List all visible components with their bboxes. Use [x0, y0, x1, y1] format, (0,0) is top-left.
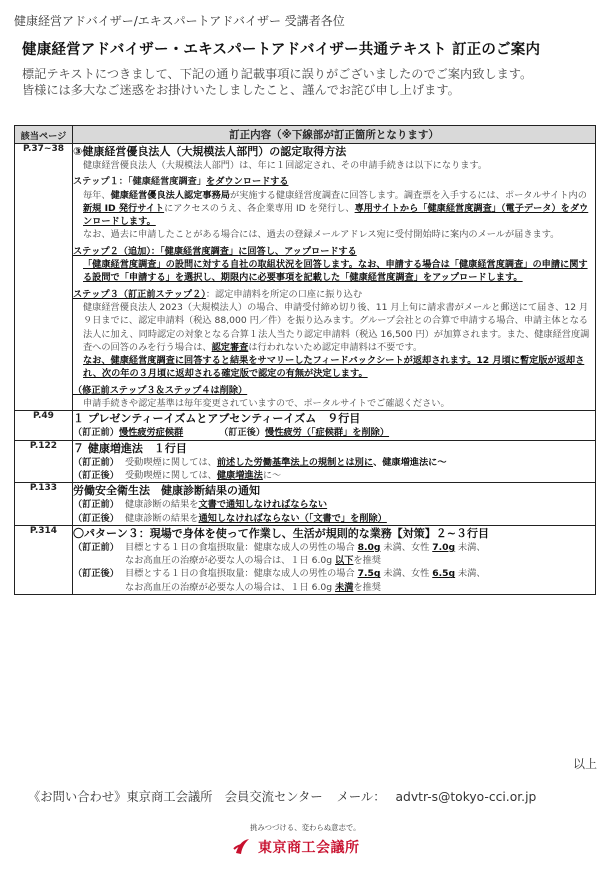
page-ref: P.314	[15, 525, 73, 594]
after-row	[73, 469, 595, 482]
step-title	[73, 245, 595, 258]
text-span: にアクセスのうえ、各企業専用 ID を発行し、	[164, 202, 355, 214]
text-span: 健康診断の結果を	[125, 512, 199, 524]
correction-content	[73, 144, 596, 411]
page-ref: P.37~38	[15, 144, 73, 411]
errata-table	[14, 125, 596, 595]
page-title: 健康経営アドバイザー・エキスパートアドバイザー共通テキスト 訂正のご案内	[22, 42, 541, 58]
text-corrected: 新規 ID 発行サイト	[83, 202, 165, 214]
mail-label: メール：	[336, 790, 386, 804]
text-span: 未満、女性	[380, 541, 433, 553]
step-title-added: に回答し、アップロードする	[238, 245, 357, 257]
after-text	[125, 512, 595, 525]
step-title-added: ステップ２（追加）：	[73, 245, 161, 257]
before-row	[73, 456, 595, 469]
text-span: を推奨	[353, 555, 381, 567]
section-heading: 〇パターン３：現場で身体を使って作業し、生活が規則的な業務【対策】２~３行目	[73, 526, 489, 540]
step-title	[73, 175, 595, 188]
correction-content	[73, 525, 596, 594]
text-span: は行われないため認定申請料は不要です。	[248, 341, 423, 353]
page-ref: P.133	[15, 483, 73, 526]
section-heading: ③健康経営優良法人（大規模法人部門）の認定取得方法	[73, 145, 347, 158]
table-row	[15, 440, 596, 483]
contact-label: 《お問い合わせ》東京商工会議所 会員交流センター	[28, 790, 323, 804]
logo-tagline: 挑みつづける、変わらぬ意志で。	[250, 823, 361, 832]
after-text: 慢性疲労	[265, 427, 302, 439]
paragraph: 健康経営優良法人（大規模法人部門）は、年に１回認定され、その申請手続きは以下になります。	[83, 160, 488, 171]
contact-info	[28, 787, 546, 805]
intro-line-1: 標記テキストにつきまして、下記の通り記載事項に誤りがございましたのでご案内致します。	[22, 67, 533, 81]
table-row	[15, 144, 596, 411]
after-row	[73, 512, 595, 525]
before-text	[125, 456, 595, 469]
text-span: 目標とする１日の食塩摂取量：健康な成人の男性の場合	[125, 541, 358, 553]
after-note: （「文書で」を削除）	[299, 512, 387, 524]
step-title-corrected: をダウンロードする	[206, 176, 289, 188]
text-bold: 健康経営優良法人認定事務局	[110, 189, 230, 201]
text-span: 受動喫煙に関しては、	[125, 469, 217, 481]
text-corrected: 前述した労働基準法上の規制とは別に	[216, 456, 374, 468]
table-header-row	[15, 126, 596, 144]
text-corrected: 7.5g	[357, 568, 381, 580]
after-label: （訂正後）	[219, 427, 266, 439]
text-span: 未満、	[455, 568, 486, 580]
after-label: （訂正後）	[73, 512, 119, 524]
deletion-note: （修正前ステップ３＆ステップ４は削除）	[73, 384, 248, 396]
step-body	[73, 301, 595, 354]
logo-mark-icon	[232, 837, 252, 857]
text-corrected: 7.0g	[432, 541, 456, 553]
after-text	[125, 469, 595, 482]
text-span: を推奨	[353, 581, 381, 593]
after-label: （訂正後）	[73, 568, 119, 580]
table-row	[15, 525, 596, 594]
text-span: なお高血圧の治療が必要な人の場合は、１日 6.0g	[125, 555, 336, 567]
table-row	[15, 411, 596, 440]
text-corrected: 未満	[335, 581, 354, 593]
text-corrected: 8.0g	[357, 541, 381, 553]
step-title-added: 「健康経営度調査」	[160, 245, 239, 257]
step-body	[73, 189, 595, 229]
logo-name: 東京商工会議所	[258, 840, 360, 856]
step-title	[73, 288, 595, 301]
text-span: 受動喫煙に関しては、	[125, 456, 217, 468]
page-ref: P.122	[15, 440, 73, 483]
text-span: 未満、女性	[380, 568, 433, 580]
step-2	[73, 245, 595, 285]
correction-content	[73, 440, 596, 483]
before-text	[125, 541, 595, 568]
before-row	[73, 498, 595, 511]
text-span: 未満、	[455, 541, 486, 553]
text-corrected: 6.5g	[432, 568, 456, 580]
text-corrected: 以下	[335, 555, 354, 567]
page-ref: P.49	[15, 411, 73, 440]
addressee: 健康経営アドバイザー/エキスパートアドバイザー 受講者各位	[14, 14, 345, 28]
text-span: が実施する健康経営度調査に回答します。調査票を入手するには、ポータルサイト内の	[230, 189, 587, 201]
text-corrected: 認定審査	[211, 341, 249, 353]
step-note: なお、過去に申請したことがある場合には、過去の登録メールアドレス宛に受付開始時に案内のメールが届きます。	[83, 229, 560, 241]
before-label: （訂正前）	[73, 499, 119, 511]
text-bold: 、健康増進法に～	[373, 456, 447, 468]
before-label: （訂正前）	[73, 456, 119, 468]
step-body-added: 「健康経営度調査」の設問に対する自社の取組状況を回答します。なお、申請する場合は「健康経営度調査」の申請に関する設問で「申請する」を選択し、期限内に必要事項を記載した「健康経営度調査」をアップロードします。	[83, 259, 588, 284]
before-row	[73, 541, 595, 568]
correction-content	[73, 411, 596, 440]
step-body-added: なお、健康経営度調査に回答すると結果をサマリーしたフィードバックシートが返却されます。12 月頃に暫定版が返却され、次の年の３月頃に返却される確定版で認定の有無が決定します。	[83, 355, 585, 380]
text-span: なお高血圧の治療が必要な人の場合は、１日 6.0g	[125, 581, 336, 593]
tokyo-cci-logo	[230, 822, 400, 862]
after-row	[73, 567, 595, 594]
closing-mark: 以上	[572, 757, 597, 771]
table-row	[15, 483, 596, 526]
email-address[interactable]: advtr-s@tokyo-cci.or.jp	[395, 790, 537, 804]
text-corrected: 通知しなければならない	[198, 512, 300, 524]
before-text: 慢性疲労症候群	[118, 427, 184, 439]
step-title-label: ステップ１：「健康経営度調査」	[73, 176, 207, 188]
step-3	[73, 288, 595, 381]
text-corrected: 文書で通知しなければならない	[198, 499, 328, 511]
step-title-corrected: ステップ３（訂正前ステップ２）	[73, 288, 206, 300]
after-label: （訂正後）	[73, 469, 119, 481]
before-label: （訂正前）	[73, 541, 119, 553]
after-note: （「症候群」を削除）	[301, 427, 390, 439]
after-text	[125, 567, 595, 594]
before-text	[125, 498, 595, 511]
before-label: （訂正前）	[73, 427, 119, 439]
before-after	[73, 426, 595, 439]
text-span: 健康診断の結果を	[125, 499, 199, 511]
closing-note: 申請手続きや認定基準は毎年変更されていますので、ポータルサイトでご確認ください。	[83, 398, 450, 410]
text-span: に～	[262, 469, 282, 481]
text-span: 毎年、	[83, 189, 111, 201]
correction-content	[73, 483, 596, 526]
section-heading: ７ 健康増進法 １行目	[73, 441, 187, 455]
step-1	[73, 175, 595, 241]
section-heading: １ プレゼンティーイズムとアブセンティーイズム ９行目	[73, 412, 361, 426]
step-title-label: ：認定申請料を所定の口座に振り込む	[205, 288, 363, 300]
column-header-content: 訂正内容（※下線部が訂正箇所となります）	[73, 126, 596, 144]
intro-text	[22, 66, 597, 98]
intro-line-2: 皆様には多大なご迷惑をお掛けいたしましたこと、謹んでお詫び申し上げます。	[22, 83, 460, 97]
text-corrected: 専用サイトから「健康経営度調査」（電子データ）をダウンロードします。	[83, 202, 589, 228]
text-span: 健康経営優良法人 2023（大規模法人）の場合、申請受付締め切り後、11 月上旬に請求書がメールと郵送にて届き、12 月９日までに、認定申請料（税込 88,000 円／件）を振り込みます。グループ会社との合算で申請する場合、申請主体となる法人に加え、同時認定の対象となる合算１法人当たり認定申請料（税込 16,500 円）が加算されます。また、健康経営度調査への回答のみを行う場合は、	[83, 301, 590, 353]
column-header-page: 該当ページ	[15, 126, 73, 144]
text-span: 目標とする１日の食塩摂取量：健康な成人の男性の場合	[125, 568, 358, 580]
text-corrected: 健康増進法	[216, 469, 263, 481]
section-heading: 労働安全衛生法 健康診断結果の通知	[73, 484, 260, 498]
